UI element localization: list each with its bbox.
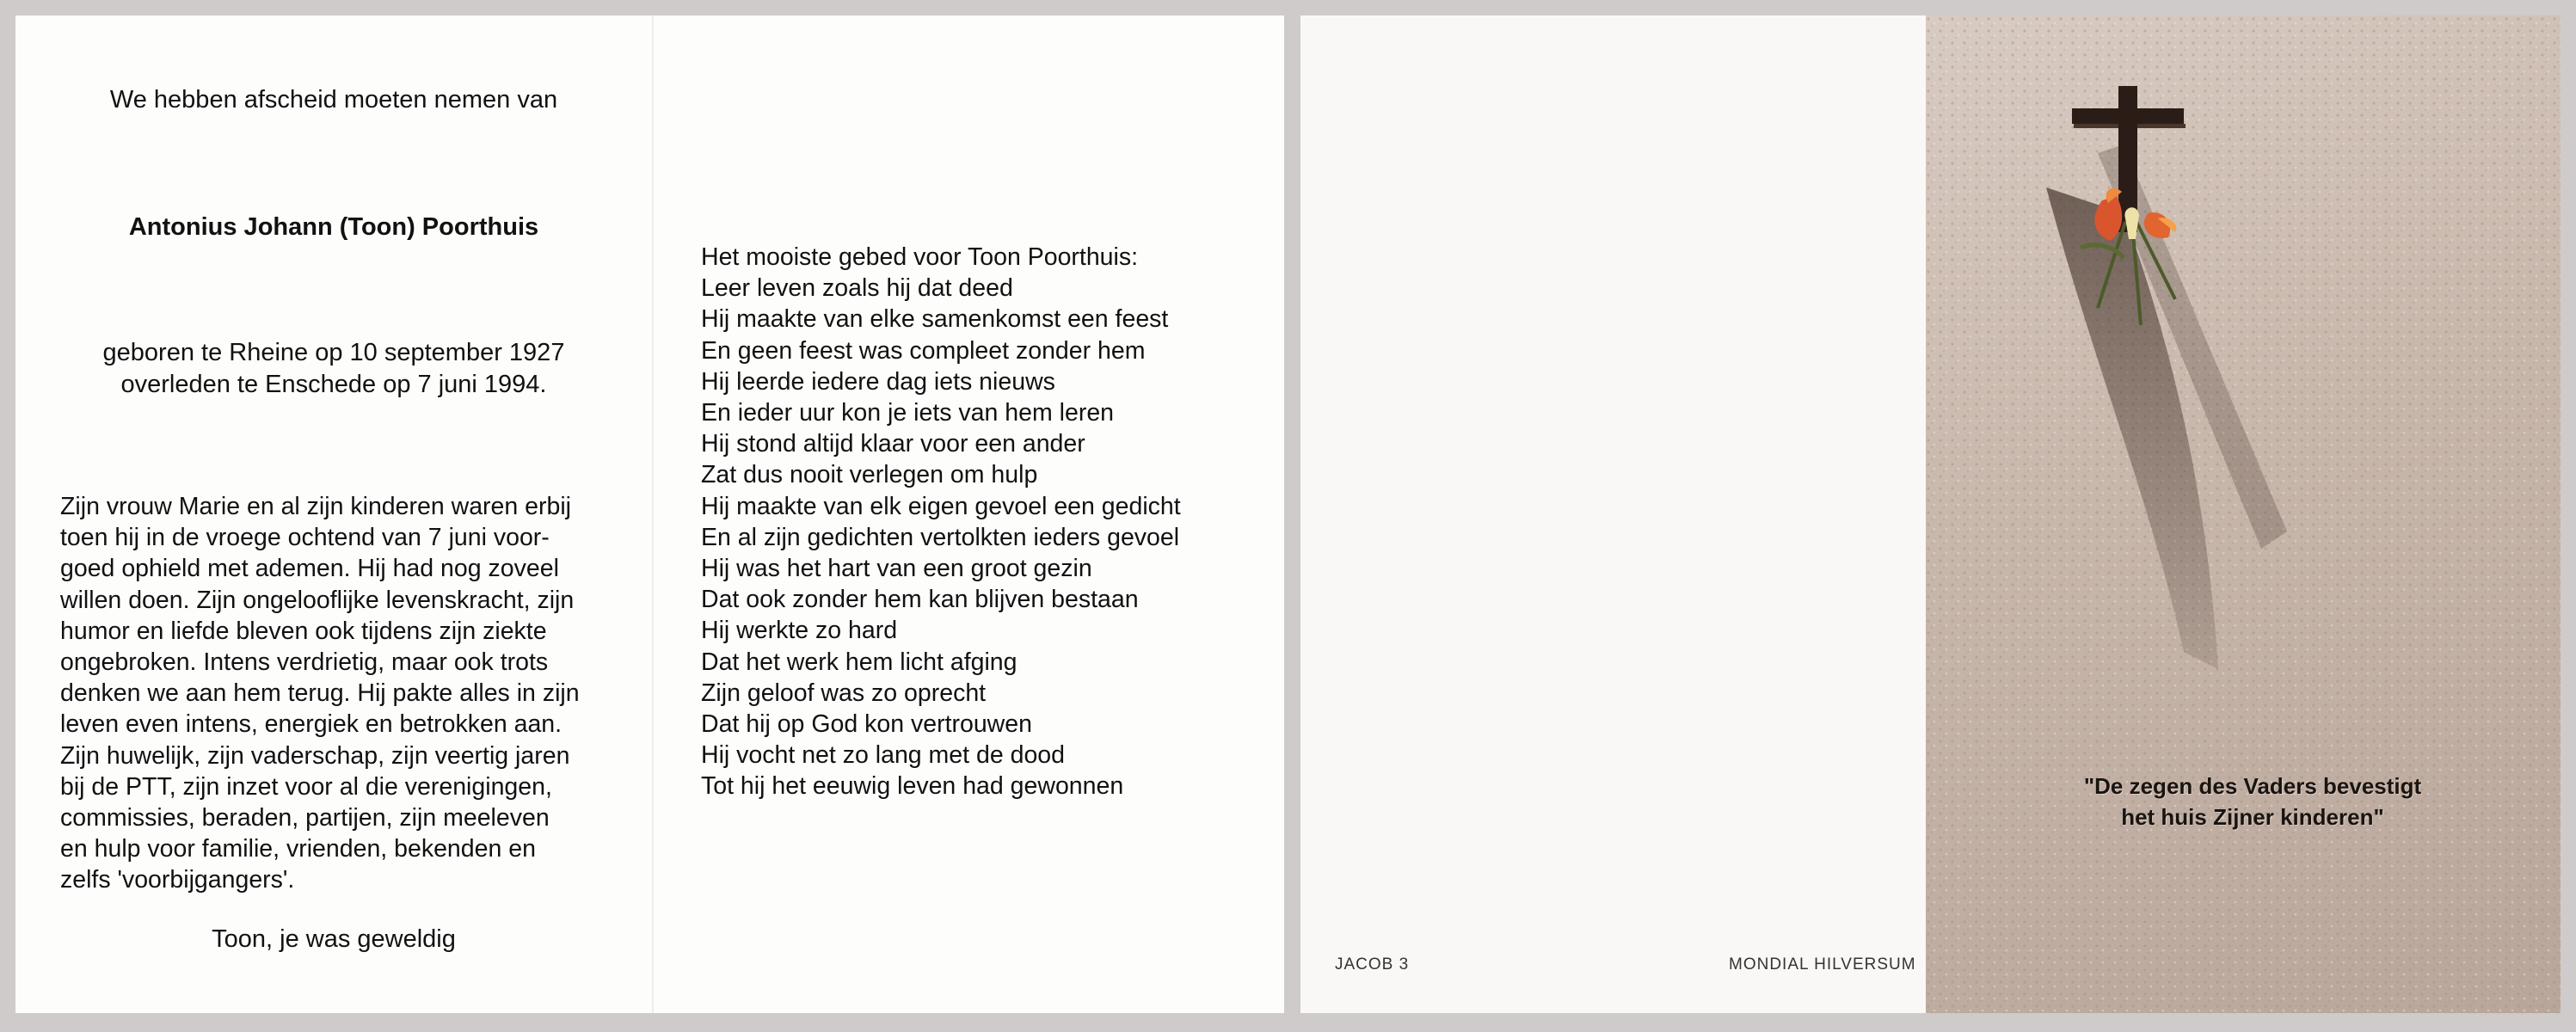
poem-line: Dat ook zonder hem kan blijven bestaan	[701, 586, 1139, 614]
memorial-text-line: Zijn vrouw Marie en al zijn kinderen waren erbij	[60, 493, 572, 520]
poem-line: En ieder uur kon je iets van hem leren	[701, 399, 1115, 427]
series-code: JACOB 3	[1335, 955, 1410, 974]
memorial-text-line: ongebroken. Intens verdrietig, maar ook trots	[60, 648, 549, 677]
memorial-text-line: leven even intens, energiek en betrokken aan.	[60, 710, 563, 739]
intro-heading: We hebben afscheid moeten nemen van	[109, 86, 558, 114]
quote-line-2: het huis Zijner kinderen"	[2121, 804, 2384, 830]
poem-line: Hij stond altijd klaar voor een ander	[701, 430, 1085, 458]
memorial-text-line: zelfs 'voorbijgangers'.	[60, 866, 295, 894]
poem-line: Dat hij op God kon vertrouwen	[701, 710, 1032, 739]
poem-line: Zijn geloof was zo oprecht	[701, 679, 987, 707]
scripture-quote	[2055, 771, 2450, 832]
memorial-text-line: willen doen. Zijn ongelooflijke levenskracht, zijn	[60, 586, 575, 614]
quote-line-1: "De zegen des Vaders bevestigt	[2083, 773, 2422, 799]
memorial-card-inside	[15, 15, 1284, 1013]
poem-line: Hij leerde iedere dag iets nieuws	[701, 367, 1055, 396]
poem-line: Dat het werk hem licht afging	[701, 648, 1017, 676]
memorial-text-line: bij de PTT, zijn inzet voor al die verenigingen,	[60, 772, 552, 801]
poem	[701, 242, 1269, 802]
poem-line: Zat dus nooit verlegen om hulp	[701, 461, 1038, 489]
poem-line: Hij was het hart van een groot gezin	[701, 555, 1092, 583]
poem-line: Leer leven zoals hij dat deed	[701, 274, 1013, 303]
poem-line: Het mooiste gebed voor Toon Poorthuis:	[701, 243, 1139, 271]
birth-line: geboren te Rheine op 10 september 1927	[102, 339, 565, 366]
memorial-text-line: toen hij in de vroege ochtend van 7 juni voor-	[60, 524, 550, 552]
deceased-name: Antonius Johann (Toon) Poorthuis	[128, 213, 539, 241]
cross-photo	[1926, 15, 2561, 1013]
memorial-text-line: commissies, beraden, partijen, zijn meeleven	[60, 804, 550, 832]
memorial-card-cover	[1300, 15, 2561, 1013]
memorial-text-line: goed ophield met ademen. Hij had nog zoveel	[60, 555, 559, 583]
memorial-text-line: humor en liefde bleven ook tijdens zijn ziekte	[60, 617, 547, 645]
life-dates	[15, 337, 652, 401]
poem-line: En al zijn gedichten vertolkten ieders gevoel	[701, 523, 1180, 551]
death-line: overleden te Enschede op 7 juni 1994.	[120, 371, 547, 398]
poem-line: Hij werkte zo hard	[701, 617, 898, 645]
poem-line: En geen feest was compleet zonder hem	[701, 336, 1146, 365]
memorial-text	[60, 491, 628, 896]
memorial-text-line: en hulp voor familie, vrienden, bekenden en	[60, 835, 536, 863]
closing-line: Toon, je was geweldig	[212, 925, 456, 953]
publisher-imprint: MONDIAL HILVERSUM	[1729, 955, 1916, 974]
poem-line: Hij maakte van elk eigen gevoel een gedicht	[701, 492, 1181, 520]
card-fold	[652, 15, 654, 1013]
memorial-text-line: denken we aan hem terug. Hij pakte alles in zijn	[60, 679, 580, 708]
poem-line: Hij maakte van elke samenkomst een feest	[701, 305, 1169, 334]
poem-line: Tot hij het eeuwig leven had gewonnen	[701, 772, 1124, 801]
poem-line: Hij vocht net zo lang met de dood	[701, 741, 1066, 770]
memorial-text-line: Zijn huwelijk, zijn vaderschap, zijn veertig jaren	[60, 741, 570, 770]
cross-with-flowers-illustration	[1926, 15, 2561, 1013]
